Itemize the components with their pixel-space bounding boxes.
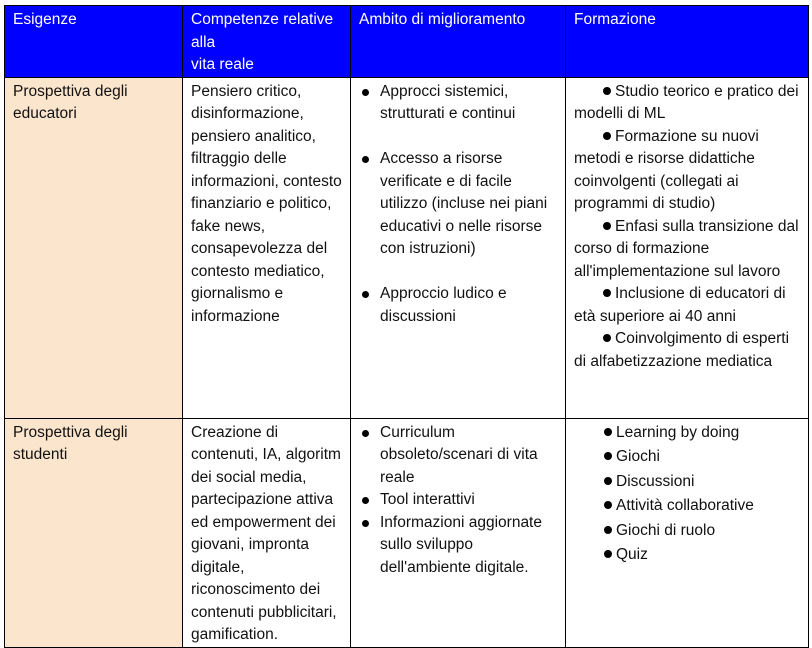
list-item bbox=[604, 471, 800, 494]
header-row bbox=[5, 6, 809, 78]
ambito-list bbox=[359, 422, 557, 580]
list-item bbox=[604, 495, 800, 518]
header-competenze-line: vita reale bbox=[191, 56, 254, 73]
list-item bbox=[604, 446, 800, 469]
bullet-icon bbox=[604, 477, 612, 485]
list-item-text: Enfasi sulla transizione dal corso di formazione all'implementazione sul lavoro bbox=[574, 217, 799, 280]
bullet-icon bbox=[604, 550, 612, 558]
list-item-text: Discussioni bbox=[616, 472, 695, 490]
bullet-icon bbox=[604, 428, 612, 436]
bullet-icon bbox=[603, 289, 611, 297]
formazione-list bbox=[574, 81, 800, 374]
ambito-cell bbox=[351, 77, 566, 418]
bullet-icon bbox=[603, 222, 611, 230]
list-item-text: Attività collaborative bbox=[616, 497, 754, 514]
bullet-icon bbox=[604, 501, 612, 509]
header-competenze-line: alla bbox=[191, 33, 216, 51]
header-formazione: Formazione bbox=[566, 6, 809, 78]
bullet-icon bbox=[604, 452, 612, 460]
needs-table bbox=[4, 5, 809, 648]
list-item-text: Quiz bbox=[616, 546, 648, 563]
list-item-text: Giochi bbox=[616, 448, 660, 465]
ambito-list bbox=[359, 81, 557, 329]
need-cell: Prospettiva degli educatori bbox=[5, 77, 183, 418]
list-item bbox=[604, 520, 800, 543]
header-competenze-line: Competenze relative bbox=[191, 11, 334, 28]
list-item-text: Learning by doing bbox=[616, 423, 740, 441]
bullet-icon bbox=[603, 87, 611, 95]
list-item-text: Inclusione di educatori di età superiore ai 40 anni bbox=[574, 285, 786, 325]
header-esigenze: Esigenze bbox=[5, 6, 183, 78]
bullet-icon bbox=[603, 132, 611, 140]
header-competenze bbox=[183, 6, 351, 78]
list-item bbox=[574, 126, 800, 216]
list-item bbox=[574, 328, 800, 373]
list-item: Tool interattivi bbox=[359, 489, 557, 512]
list-item-text: Formazione su nuovi metodi e risorse didattiche coinvolgenti (collegati ai programmi di studio) bbox=[574, 127, 759, 212]
table-row-studenti bbox=[5, 418, 809, 647]
list-item bbox=[574, 216, 800, 284]
need-cell: Prospettiva degli studenti bbox=[5, 418, 183, 647]
list-item-text: Giochi di ruolo bbox=[616, 521, 716, 539]
list-item: Approcci sistemici, strutturati e continui bbox=[359, 81, 557, 126]
list-item: Accesso a risorse verificate e di facile utilizzo (incluse nei piani educativi o nelle risorse con istruzioni) bbox=[359, 148, 557, 261]
list-item bbox=[604, 544, 800, 567]
competenze-cell: Creazione di contenuti, IA, algoritm dei social media, partecipazione attiva ed empowerment dei giovani, impronta digitale, riconoscimento dei contenuti pubblicitari, gamification. bbox=[183, 418, 351, 647]
list-item: Approccio ludico e discussioni bbox=[359, 283, 557, 328]
bullet-icon bbox=[603, 334, 611, 342]
formazione-cell bbox=[566, 77, 809, 418]
list-item-text: Studio teorico e pratico dei modelli di ML bbox=[574, 82, 799, 122]
list-item: Curriculum obsoleto/scenari di vita reale bbox=[359, 422, 557, 490]
formazione-list bbox=[574, 422, 800, 567]
list-item bbox=[574, 81, 800, 126]
list-item: Informazioni aggiornate sullo sviluppo dell'ambiente digitale. bbox=[359, 512, 557, 580]
list-item-text: Coinvolgimento di esperti di alfabetizzazione mediatica bbox=[574, 330, 790, 370]
table-row-educatori bbox=[5, 77, 809, 418]
list-item bbox=[604, 422, 800, 445]
ambito-cell bbox=[351, 418, 566, 647]
list-item bbox=[574, 283, 800, 328]
header-ambito: Ambito di miglioramento bbox=[351, 6, 566, 78]
competenze-cell: Pensiero critico, disinformazione, pensiero analitico, filtraggio delle informazioni, contesto finanziario e politico, fake news, consapevolezza del contesto mediatico, giornalismo e informazione bbox=[183, 77, 351, 418]
formazione-cell bbox=[566, 418, 809, 647]
bullet-icon bbox=[604, 526, 612, 534]
